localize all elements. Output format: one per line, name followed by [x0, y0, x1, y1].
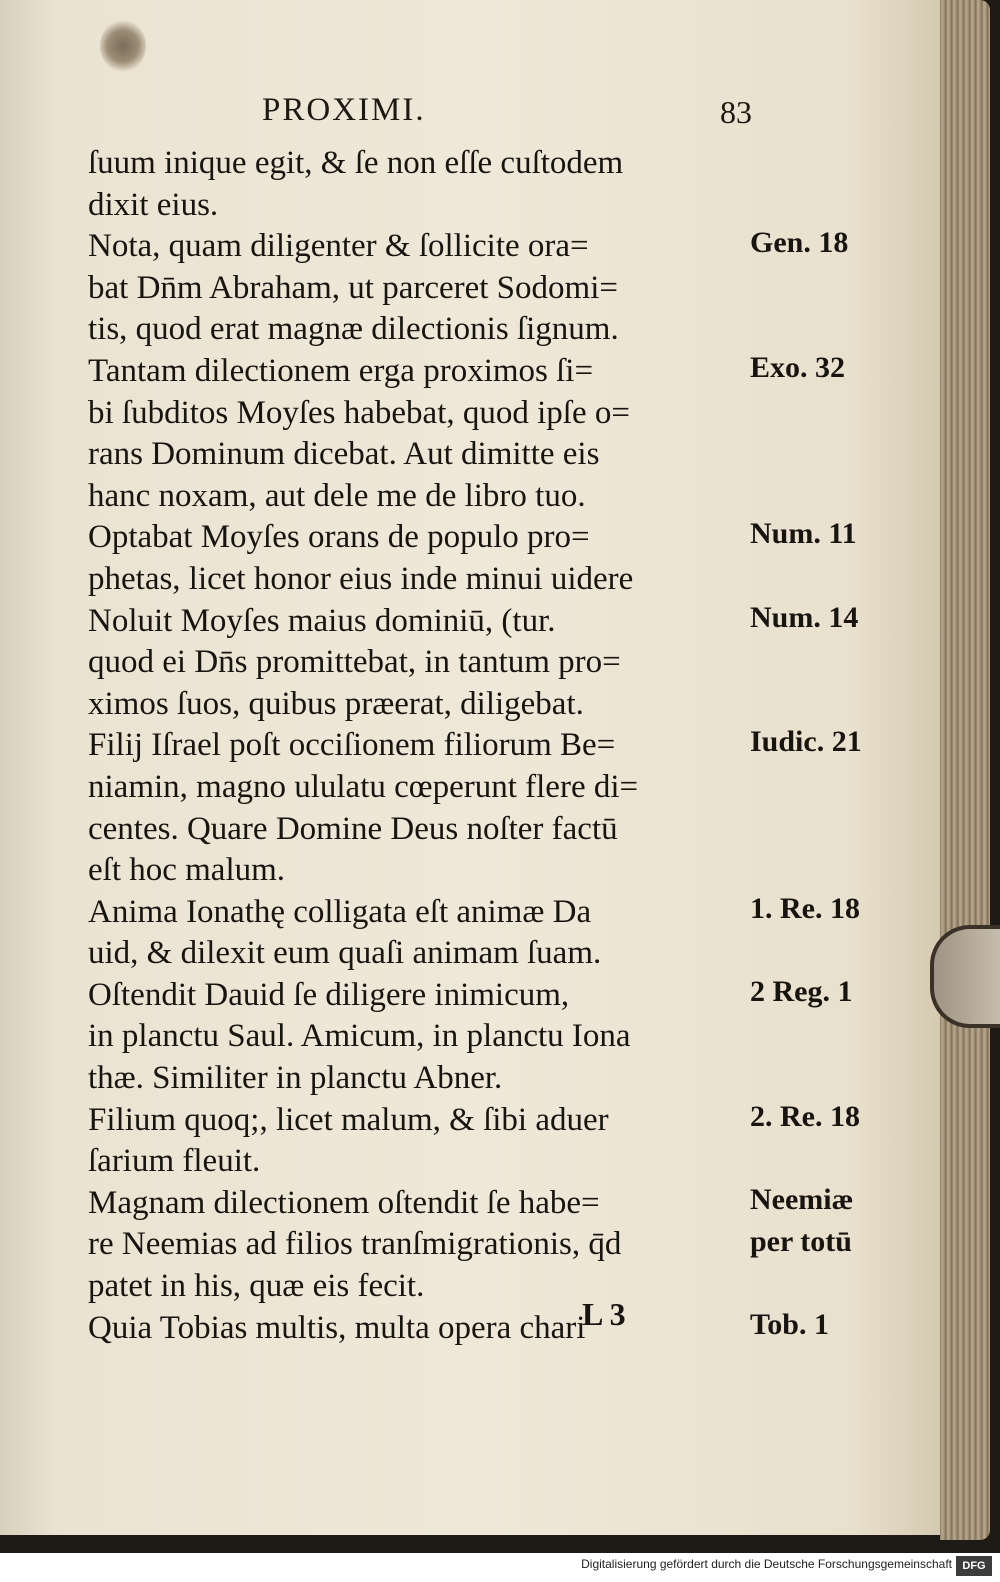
text-line: dixit eius. [88, 186, 219, 223]
text-line: centes. Quare Domine Deus noſter factū [88, 810, 618, 847]
text-line: in planctu Saul. Amicum, in planctu Iona [88, 1018, 631, 1055]
running-title: PROXIMI. [262, 92, 426, 128]
margin-note: 1. Re. 18 [750, 891, 860, 925]
text-line: Nota, quam diligenter & ſollicite ora= [88, 228, 589, 265]
margin-note: 2 Reg. 1 [750, 975, 853, 1008]
text-line: ſarium fleuit. [88, 1143, 261, 1180]
footer-bar [0, 1553, 1000, 1582]
text-line: uid, & dilexit eum quaſi animam ſuam. [88, 935, 602, 972]
text-line: re Neemias ad filios tranſmigrationis, q̄d [88, 1226, 622, 1263]
text-line: ximos ſuos, quibus præerat, diligebat. [88, 685, 584, 722]
book-clasp [930, 925, 1000, 1028]
text-line: Filium quoq;, licet malum, & ſibi aduer [88, 1101, 609, 1138]
text-line: tis, quod erat magnæ dilectionis ſignum. [88, 311, 619, 348]
margin-note: Num. 11 [750, 517, 857, 551]
text-line: Filij Iſrael poſt occiſionem filiorum Be= [88, 727, 616, 764]
text-line: bat Dn̄m Abraham, ut parceret Sodomi= [88, 269, 618, 306]
page-edges [940, 0, 990, 1540]
margin-note: per totū [750, 1224, 852, 1258]
text-line: hanc noxam, aut dele me de libro tuo. [88, 477, 586, 514]
body-text [88, 143, 768, 1349]
margin-note: Exo. 32 [750, 351, 846, 384]
margin-note: Tob. 1 [750, 1307, 829, 1341]
funding-credit: Digitalisierung gefördert durch die Deutsche Forschungsgemeinschaft [581, 1557, 952, 1571]
text-line: Tantam dilectionem erga proximos ſi= [88, 352, 594, 389]
text-line: patet in his, quæ eis fecit. [88, 1268, 425, 1305]
text-line: thæ. Similiter in planctu Abner. [88, 1060, 503, 1097]
page-number: 83 [720, 94, 752, 130]
text-line: Noluit Moyſes maius dominiū, (tur. [88, 602, 556, 639]
text-line: phetas, licet honor eius inde minui uidere [88, 560, 634, 597]
text-line: Anima Ionathę colligata eſt animæ Da [88, 893, 592, 930]
text-line: Magnam dilectionem oſtendit ſe habe= [88, 1184, 600, 1221]
margin-note: 2. Re. 18 [750, 1099, 860, 1133]
dfg-logo: DFG [956, 1556, 992, 1576]
text-line: niamin, magno ululatu cœperunt flere di= [88, 768, 639, 805]
margin-note: Gen. 18 [750, 226, 849, 260]
text-line: ſuum inique egit, & ſe non eſſe cuſtodem [88, 145, 624, 181]
margin-note: Iudic. 21 [750, 725, 862, 759]
text-line: Quia Tobias multis, multa opera chari [88, 1309, 586, 1346]
text-line: quod ei Dn̄s promittebat, in tantum pro= [88, 644, 621, 681]
text-line: bi ſubditos Moyſes habebat, quod ipſe o= [88, 394, 630, 431]
page-header [262, 92, 782, 132]
margin-note: Num. 14 [750, 600, 859, 634]
text-line: rans Dominum dicebat. Aut dimitte eis [88, 436, 600, 473]
text-line: Oſtendit Dauid ſe diligere inimicum, [88, 976, 570, 1013]
margin-note: Neemiæ [750, 1183, 854, 1216]
text-line: eſt hoc malum. [88, 852, 286, 889]
ink-stain [100, 20, 146, 72]
text-line: Optabat Moyſes orans de populo pro= [88, 519, 590, 556]
signature-mark: L 3 [582, 1296, 626, 1332]
